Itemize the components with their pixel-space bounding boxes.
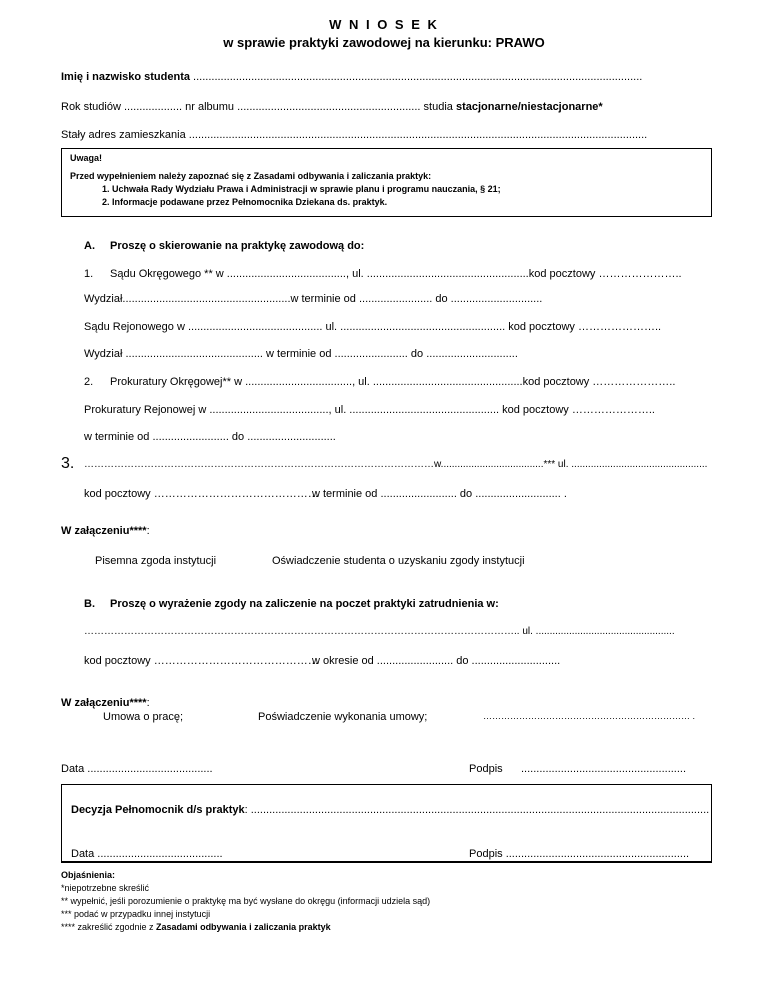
item-3-kod[interactable]: kod pocztowy ……………………………………… — [84, 488, 319, 500]
note-line-1: Przed wypełnieniem należy zapoznać się z Zasadami odbywania i zaliczania praktyk: — [70, 171, 432, 181]
section-b-letter: B. — [84, 598, 95, 610]
attach-b-option-1[interactable]: Umowa o pracę; — [103, 711, 184, 723]
student-name-label: Imię i nazwisko studenta — [61, 71, 190, 83]
attach-a-label: W załączeniu**** — [61, 525, 147, 537]
student-name-row — [61, 71, 642, 83]
item-1-number: 1. — [84, 268, 94, 280]
rejon-wydzial[interactable]: Wydział ............................................. w terminie od ........................ do .............................. — [84, 348, 518, 360]
section-b-heading: Proszę o wyrażenie zgody na zaliczenie na poczet praktyki zatrudnienia w: — [110, 598, 499, 610]
section-b-line[interactable]: ………………………………………………………………………………………………………………….. ul. .................................................. — [84, 626, 675, 637]
item-1-line[interactable]: Sądu Okręgowego ** w ......................................., ul. .....................................................kod pocztowy ………………….. — [110, 268, 682, 280]
footnote-4 — [61, 922, 331, 932]
form-title: W N I O S E K — [329, 17, 439, 32]
attach-b-option-3[interactable]: …………………………………………………………… . — [483, 711, 696, 721]
item-2-line[interactable]: Prokuratury Okręgowej** w ..................................., ul. .................................................kod pocztowy ………………….. — [110, 376, 676, 388]
album-field[interactable]: ............................................................ — [237, 101, 421, 113]
attach-b-label: W załączeniu**** — [61, 697, 147, 709]
item-3-termin[interactable]: w terminie od ......................... do ............................ . — [312, 488, 567, 500]
prok-termin[interactable]: w terminie od ......................... do ............................. — [84, 431, 336, 443]
item-3-number: 3. — [61, 455, 75, 472]
item-3-line[interactable]: ……………………………………………………………………………………………w.....................................*** ul. ................................................. — [84, 459, 708, 470]
studia-label: studia — [423, 101, 453, 113]
album-label: nr albumu — [185, 101, 235, 113]
attach-a-option-2[interactable]: Oświadczenie studenta o uzyskaniu zgody instytucji — [272, 555, 525, 567]
section-b-okres[interactable]: w okresie od ......................... do ............................. — [312, 655, 561, 667]
note-box — [61, 148, 712, 217]
signature-label: Podpis — [469, 763, 503, 775]
item-1-wydzial[interactable]: Wydział.......................................................w terminie od ........................ do .............................. — [84, 293, 543, 305]
attach-a-option-1[interactable]: Pisemna zgoda instytucji — [95, 555, 217, 567]
decision-date-field[interactable]: Data ......................................... — [71, 848, 223, 860]
form-subtitle: w sprawie praktyki zawodowej na kierunku: PRAWO — [223, 35, 545, 50]
decision-row — [71, 804, 709, 816]
note-line-2: 1. Uchwała Rady Wydziału Prawa i Administracji w sprawie planu i programu nauczania, § 21; — [102, 184, 501, 194]
year-field[interactable]: ................... — [123, 101, 183, 113]
note-line-3: 2. Informacje podawane przez Pełnomocnika Dziekana ds. praktyk. — [102, 197, 388, 207]
signature-field[interactable]: ...................................................... — [521, 763, 687, 775]
attach-a-colon: : — [146, 525, 150, 537]
item-2-number: 2. — [84, 376, 94, 388]
rejon-line[interactable]: Sądu Rejonowego w ............................................ ul. ...................................................... kod pocztowy ………………….. — [84, 321, 662, 333]
decision-field[interactable]: : ...................................................................................................................................................... — [244, 804, 710, 816]
date-field[interactable]: Data ......................................... — [61, 763, 213, 775]
attach-b-option-2[interactable]: Poświadczenie wykonania umowy; — [258, 711, 428, 723]
footnote-2: ** wypełnić, jeśli porozumienie o praktykę ma być wysłane do okręgu (informacji udziela sąd) — [61, 896, 431, 906]
attach-b-colon: : — [146, 697, 150, 709]
prok-rejon-line[interactable]: Prokuratury Rejonowej w ......................................., ul. ................................................. kod pocztowy ………………….. — [84, 404, 655, 416]
attach-a-row — [61, 525, 150, 537]
footnote-3: *** podać w przypadku innej instytucji — [61, 909, 211, 919]
attach-b-row — [61, 697, 150, 709]
footnote-1: *niepotrzebne skreślić — [61, 883, 150, 893]
student-year-row — [61, 101, 603, 113]
address-row — [61, 129, 647, 141]
section-a-heading: Proszę o skierowanie na praktykę zawodową do: — [110, 240, 365, 252]
section-a-letter: A. — [84, 240, 95, 252]
year-label: Rok studiów — [61, 101, 121, 113]
footnote-4-bold: Zasadami odbywania i zaliczania praktyk — [156, 922, 331, 932]
address-label: Stały adres zamieszkania — [61, 129, 186, 141]
footnote-4-text: **** zakreślić zgodnie z — [61, 922, 157, 932]
footnotes-heading: Objaśnienia: — [61, 870, 116, 880]
decision-signature-field[interactable]: Podpis ............................................................ — [469, 848, 690, 860]
address-field[interactable]: ...................................................................................................................................................... — [188, 129, 648, 141]
studia-value[interactable]: stacjonarne/niestacjonarne* — [455, 101, 603, 113]
section-b-kod[interactable]: kod pocztowy ……………………………………… — [84, 655, 319, 667]
decision-label: Decyzja Pełnomocnik d/s praktyk — [71, 804, 245, 816]
student-name-field[interactable]: ................................................................................................................................................... — [193, 71, 643, 83]
note-heading: Uwaga! — [70, 153, 103, 163]
